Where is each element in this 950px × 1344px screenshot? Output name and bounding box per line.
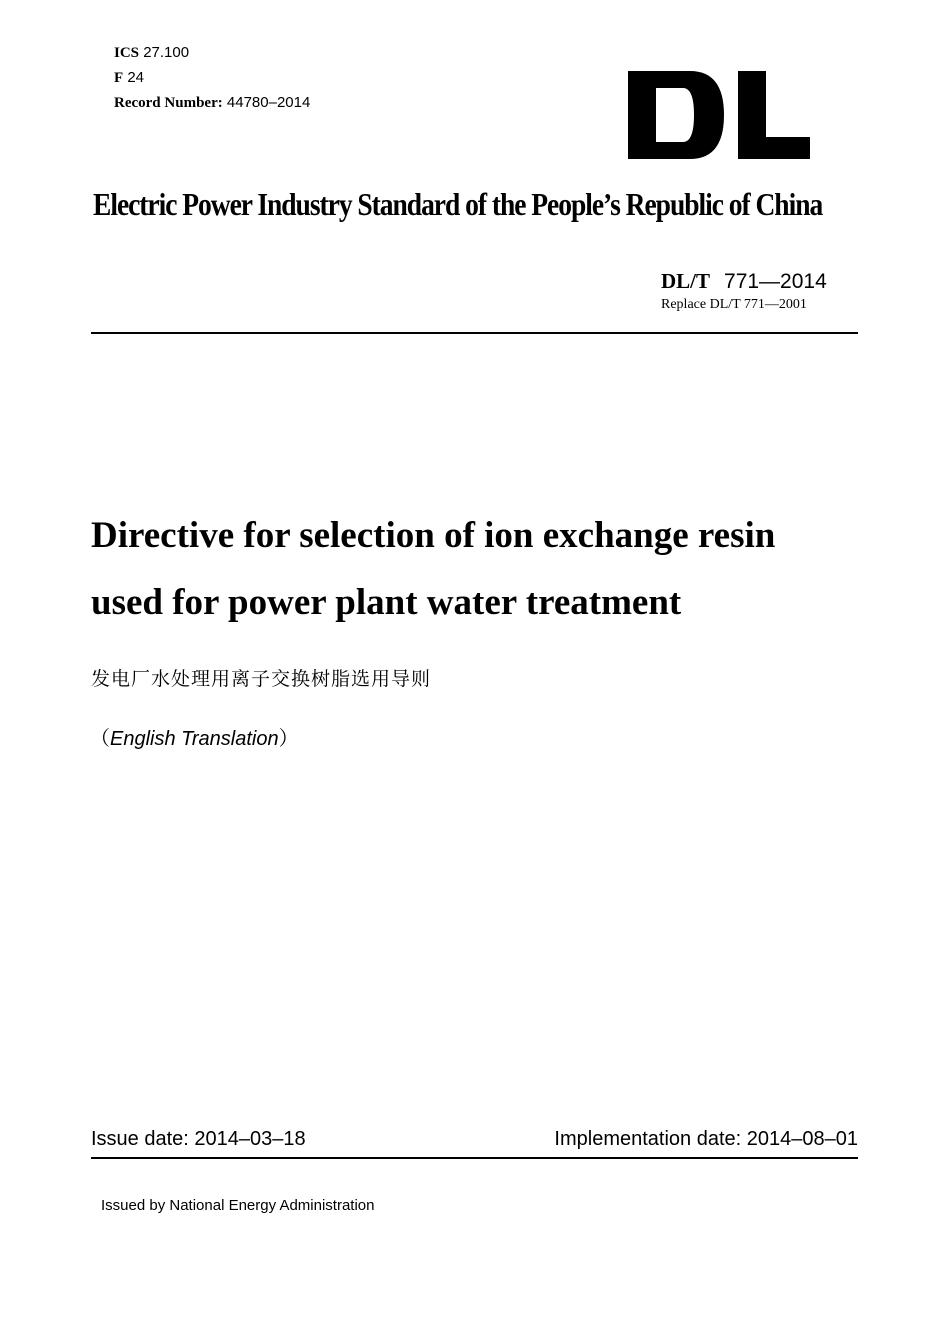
ics-value: 27.100 (143, 44, 190, 61)
standard-code-number: 771—2014 (724, 270, 827, 293)
issue-date: Issue date: 2014–03–18 (91, 1128, 306, 1150)
footer-divider (91, 1157, 858, 1159)
ccs-label: F (114, 70, 124, 86)
standard-code (661, 268, 827, 295)
ics-code (114, 44, 189, 62)
issuing-authority: Issued by National Energy Administration (101, 1197, 375, 1214)
implementation-date: Implementation date: 2014–08–01 (554, 1128, 858, 1150)
record-label: Record Number: (114, 95, 223, 111)
translation-note (90, 726, 299, 752)
standard-code-prefix: DL/T (661, 269, 711, 293)
record-number (114, 94, 310, 112)
header-divider (91, 332, 858, 334)
translation-label: English Translation (110, 728, 279, 750)
organization-title: Electric Power Industry Standard of the People’s Republic of China (93, 186, 823, 222)
ccs-value: 24 (127, 69, 145, 86)
document-title-line-2: used for power plant water treatment (91, 582, 682, 623)
paren-open: （ (90, 728, 110, 750)
document-title-line-1: Directive for selection of ion exchange resin (91, 515, 776, 556)
paren-close: ） (278, 728, 299, 750)
chinese-title: 发电厂水处理用离子交换树脂选用导则 (91, 669, 432, 690)
record-value: 44780–2014 (226, 94, 311, 111)
replaced-standard: Replace DL/T 771—2001 (661, 297, 807, 312)
dl-logo (628, 71, 810, 159)
ics-label: ICS (114, 45, 140, 61)
ccs-code (114, 69, 144, 87)
